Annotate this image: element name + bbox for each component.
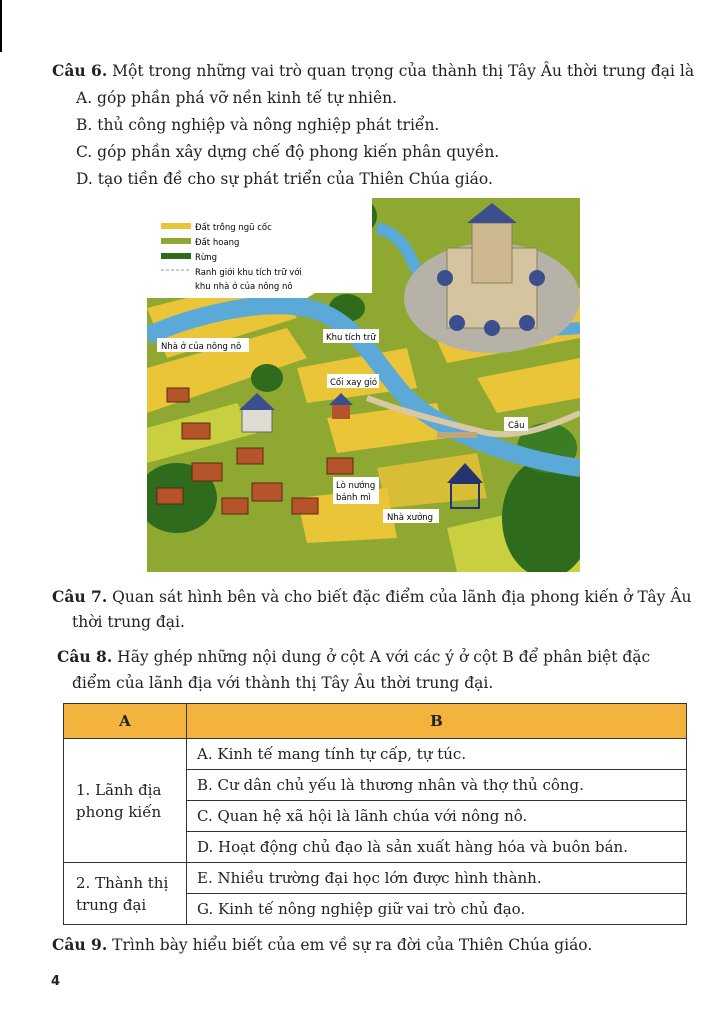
- cell-b-b: B. Cư dân chủ yếu là thương nhân và thợ thủ công.: [187, 770, 687, 801]
- question-6-option-b: B. thủ công nghiệp và nông nghiệp phát triển.: [76, 116, 440, 134]
- legend-wasteland: Đất hoang: [195, 238, 240, 248]
- question-6-option-c: C. góp phần xây dựng chế độ phong kiến phân quyền.: [76, 143, 500, 161]
- cell-b-g: G. Kinh tế nông nghiệp giữ vai trò chủ đạo.: [187, 894, 687, 925]
- legend-boundary-1: Ranh giới khu tích trữ với: [195, 268, 302, 278]
- question-7-label: Câu 7.: [52, 587, 108, 606]
- question-7: [52, 586, 692, 608]
- cell-b-c: C. Quan hệ xã hội là lãnh chúa với nông nô.: [187, 801, 687, 832]
- question-8-line1: Hãy ghép những nội dung ở cột A với các ý ở cột B để phân biệt đặc: [117, 648, 651, 666]
- cell-a2: [64, 863, 187, 925]
- question-7-line2: thời trung đại.: [72, 613, 185, 631]
- cell-a2-line1: 2. Thành thị: [76, 873, 169, 892]
- header-a: A: [64, 704, 187, 739]
- question-8-label: Câu 8.: [57, 647, 113, 666]
- legend-grain: Đất trồng ngũ cốc: [195, 223, 272, 233]
- page-number: 4: [51, 974, 61, 989]
- question-7-line1: Quan sát hình bên và cho biết đặc điểm của lãnh địa phong kiến ở Tây Âu: [112, 588, 692, 606]
- page-edge-mark: [0, 0, 2, 52]
- cell-a1: [64, 739, 187, 863]
- matching-table: [63, 703, 687, 925]
- label-bakery-1: Lò nướng: [336, 481, 376, 491]
- label-windmill: Cối xay gió: [330, 378, 378, 388]
- legend-swatch-wasteland: [161, 238, 191, 244]
- cell-b-a: A. Kinh tế mang tính tự cấp, tự túc.: [187, 739, 687, 770]
- table-header-row: [64, 704, 687, 739]
- question-6-option-d: D. tạo tiền đề cho sự phát triển của Thiên Chúa giáo.: [76, 170, 493, 188]
- table-row: [64, 863, 687, 894]
- question-6-label: Câu 6.: [52, 61, 108, 80]
- table-row: [64, 739, 687, 770]
- question-6-option-a: A. góp phần phá vỡ nền kinh tế tự nhiên.: [76, 89, 398, 107]
- question-6: [52, 60, 694, 82]
- cell-a1-line1: 1. Lãnh địa: [76, 780, 162, 799]
- label-serf-house: Nhà ở của nông nô: [161, 342, 242, 352]
- cell-b-d: D. Hoạt động chủ đạo là sản xuất hàng hóa và buôn bán.: [187, 832, 687, 863]
- cell-b-e: E. Nhiều trường đại học lớn được hình thành.: [187, 863, 687, 894]
- bridge: [437, 432, 477, 438]
- cell-a1-line2: phong kiến: [76, 802, 162, 821]
- label-storage: Khu tích trữ: [326, 333, 376, 343]
- question-9-label: Câu 9.: [52, 935, 108, 954]
- legend-forest: Rừng: [195, 253, 218, 263]
- question-9-text: Trình bày hiểu biết của em về sự ra đời của Thiên Chúa giáo.: [112, 936, 593, 954]
- legend-boundary-2: khu nhà ở của nông nô: [195, 282, 293, 292]
- question-9: [52, 934, 592, 956]
- question-6-text: Một trong những vai trò quan trọng của thành thị Tây Âu thời trung đại là: [112, 62, 695, 80]
- cell-a2-line2: trung đại: [76, 895, 147, 914]
- question-8-line2: điểm của lãnh địa với thành thị Tây Âu thời trung đại.: [72, 674, 494, 692]
- legend-swatch-grain: [161, 223, 191, 229]
- legend-swatch-forest: [161, 253, 191, 259]
- label-bakery-2: bánh mì: [336, 493, 371, 503]
- label-workshop: Nhà xưởng: [387, 513, 434, 523]
- question-8: [57, 646, 650, 668]
- header-b: B: [187, 704, 687, 739]
- label-bridge: Cầu: [508, 421, 525, 431]
- manor-illustration: [147, 198, 580, 572]
